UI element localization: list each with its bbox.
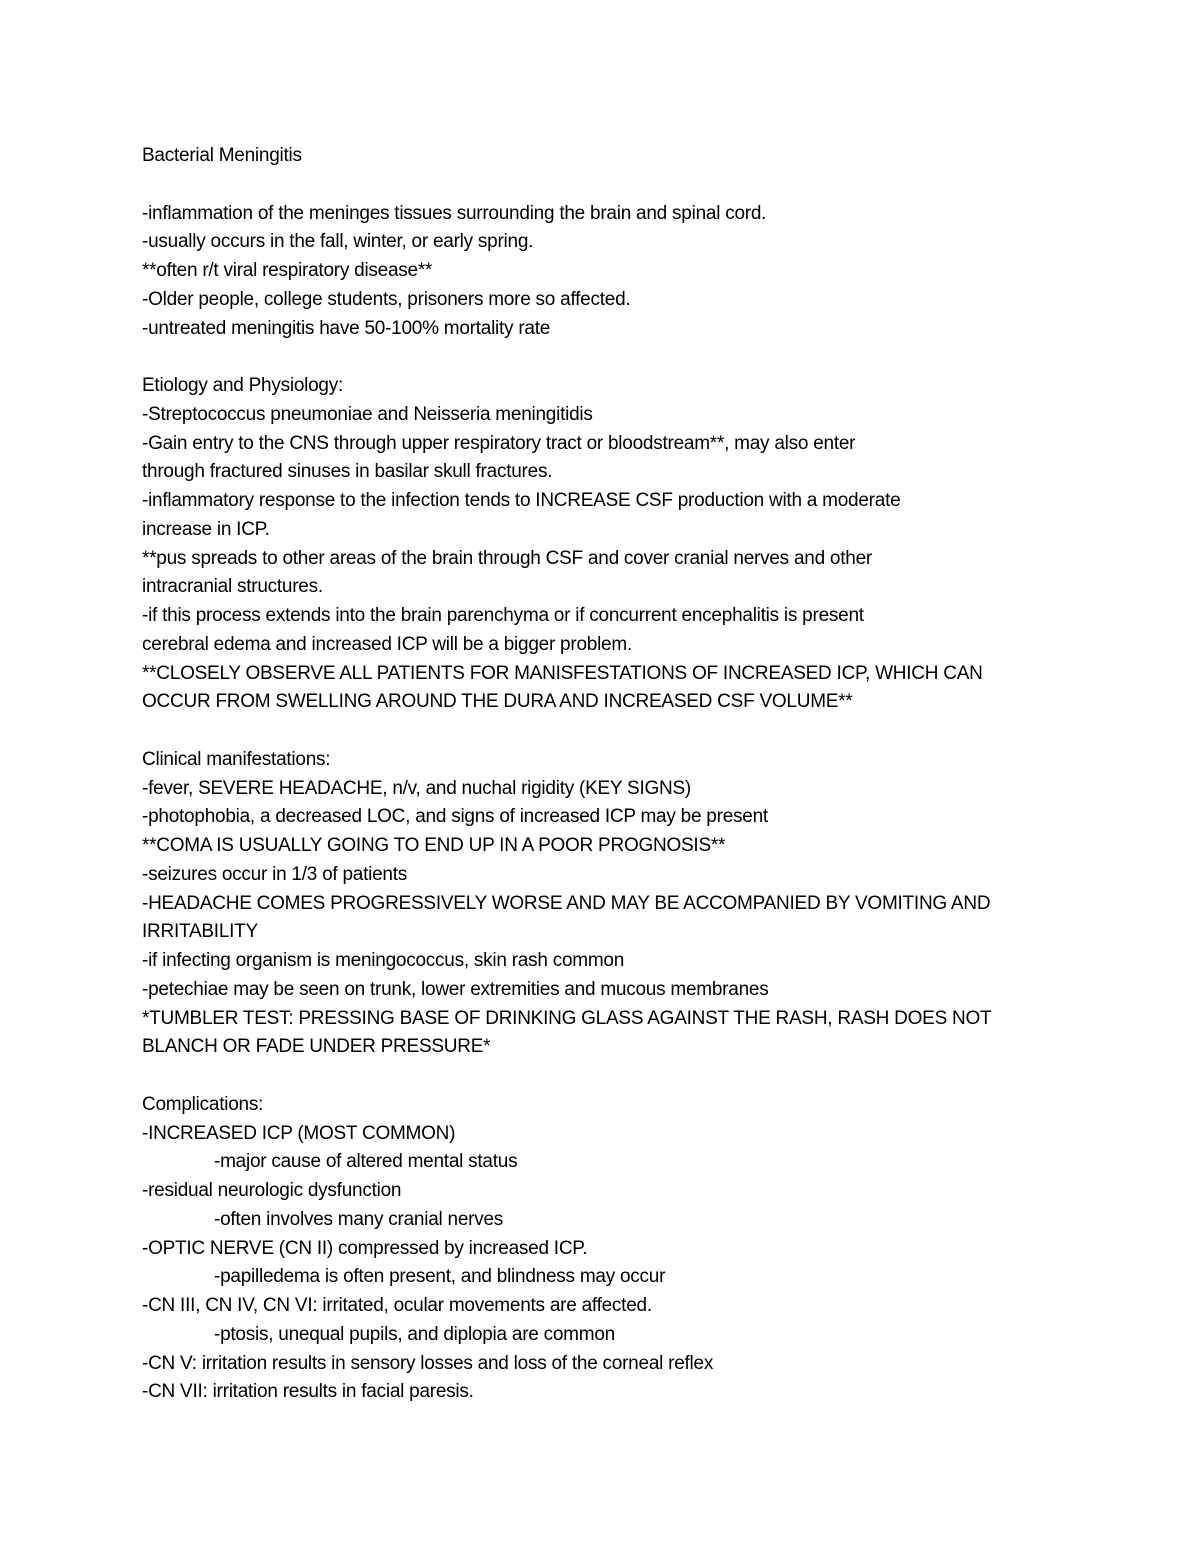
complication-item: -OPTIC NERVE (CN II) compressed by increased ICP. — [142, 1237, 588, 1259]
complication-item: -CN VII: irritation results in facial paresis. — [142, 1381, 474, 1403]
clinical-line: -petechiae may be seen on trunk, lower extremities and mucous membranes — [142, 978, 769, 1000]
complication-subitem: -papilledema is often present, and blindness may occur — [214, 1266, 666, 1288]
document-title: Bacterial Meningitis — [142, 145, 302, 166]
intro-line: -usually occurs in the fall, winter, or early spring. — [142, 231, 534, 253]
etiology-line: **CLOSELY OBSERVE ALL PATIENTS FOR MANISFESTATIONS OF INCREASED ICP, WHICH CAN — [142, 662, 983, 684]
spacer — [142, 1062, 1042, 1091]
clinical-line: IRRITABILITY — [142, 921, 258, 943]
complication-subitem: -ptosis, unequal pupils, and diplopia are common — [214, 1323, 615, 1345]
etiology-line: -Gain entry to the CNS through upper respiratory tract or bloodstream**, may also enter — [142, 432, 856, 454]
clinical-line: **COMA IS USUALLY GOING TO END UP IN A POOR PROGNOSIS** — [142, 835, 726, 856]
complication-item: -CN III, CN IV, CN VI: irritated, ocular movements are affected. — [142, 1295, 652, 1316]
etiology-heading: Etiology and Physiology: — [142, 375, 344, 396]
spacer — [142, 343, 1042, 372]
etiology-line: -Streptococcus pneumoniae and Neisseria meningitidis — [142, 403, 593, 425]
clinical-line: -HEADACHE COMES PROGRESSIVELY WORSE AND MAY BE ACCOMPANIED BY VOMITING AND — [142, 892, 991, 914]
etiology-line: **pus spreads to other areas of the brain through CSF and cover cranial nerves and other — [142, 547, 872, 569]
complication-item: -residual neurologic dysfunction — [142, 1180, 402, 1201]
complication-item: -INCREASED ICP (MOST COMMON) — [142, 1122, 456, 1144]
intro-line: -Older people, college students, prisoners more so affected. — [142, 288, 631, 310]
clinical-section — [142, 746, 1042, 1062]
etiology-line: increase in ICP. — [142, 518, 270, 540]
etiology-line: cerebral edema and increased ICP will be a bigger problem. — [142, 633, 632, 655]
etiology-line: -inflammatory response to the infection tends to INCREASE CSF production with a moderate — [142, 490, 901, 511]
clinical-heading: Clinical manifestations: — [142, 748, 331, 770]
clinical-line: -photophobia, a decreased LOC, and signs of increased ICP may be present — [142, 806, 768, 828]
intro-line: -inflammation of the meninges tissues surrounding the brain and spinal cord. — [142, 202, 767, 224]
intro-line: **often r/t viral respiratory disease** — [142, 260, 433, 281]
etiology-line: through fractured sinuses in basilar skull fractures. — [142, 461, 553, 483]
complications-section — [142, 1091, 1042, 1407]
document-page — [142, 142, 1042, 1407]
etiology-line: OCCUR FROM SWELLING AROUND THE DURA AND INCREASED CSF VOLUME** — [142, 691, 853, 713]
etiology-section — [142, 372, 1042, 717]
etiology-line: -if this process extends into the brain parenchyma or if concurrent encephalitis is present — [142, 605, 864, 626]
clinical-line: BLANCH OR FADE UNDER PRESSURE* — [142, 1036, 491, 1058]
spacer — [142, 171, 1042, 200]
intro-line: -untreated meningitis have 50-100% mortality rate — [142, 317, 551, 339]
spacer — [142, 717, 1042, 746]
clinical-line: -seizures occur in 1/3 of patients — [142, 863, 408, 885]
clinical-line: -fever, SEVERE HEADACHE, n/v, and nuchal rigidity (KEY SIGNS) — [142, 777, 691, 799]
complication-subitem: -often involves many cranial nerves — [214, 1208, 504, 1230]
complication-subitem: -major cause of altered mental status — [214, 1151, 518, 1173]
clinical-line: *TUMBLER TEST: PRESSING BASE OF DRINKING GLASS AGAINST THE RASH, RASH DOES NOT — [142, 1007, 992, 1029]
etiology-line: intracranial structures. — [142, 576, 323, 598]
complication-item: -CN V: irritation results in sensory losses and loss of the corneal reflex — [142, 1352, 714, 1374]
clinical-line: -if infecting organism is meningococcus, skin rash common — [142, 950, 625, 971]
complications-heading: Complications: — [142, 1093, 264, 1115]
intro-section — [142, 200, 1042, 344]
